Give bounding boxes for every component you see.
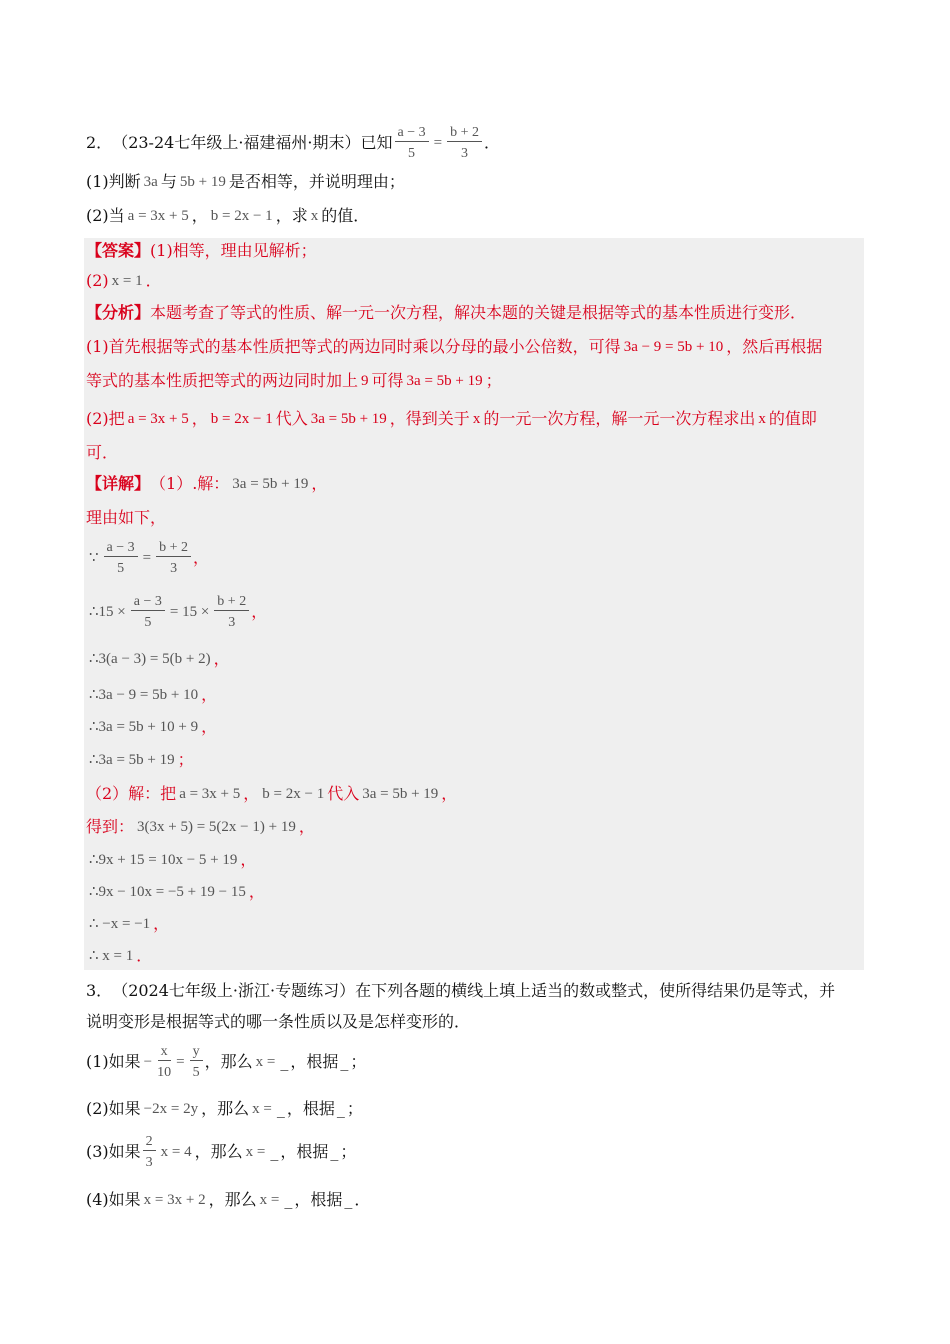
detail-part2: （2）解：把 a = 3x + 5 ， b = 2x − 1 代入 3a = 5b + 19 ，: [86, 784, 458, 803]
detail-step-10: ∴ x = 1 ．: [89, 946, 153, 965]
question-number: 3．: [86, 981, 113, 1000]
detail-tag: 【详解】: [86, 474, 151, 493]
answer-blank: _: [284, 1190, 293, 1209]
analysis-line-1: 【分析】 本题考查了等式的性质、解一元一次方程，解决本题的关键是根据等式的基本性质进行变形．: [86, 303, 807, 322]
answer-blank: _: [280, 1052, 289, 1071]
detail-step-8: ∴9x − 10x = −5 + 19 − 15 ，: [89, 882, 265, 901]
answer-blank: _: [336, 1099, 345, 1118]
q3-item-4: (4)如果 x = 3x + 2 ，那么 x = _ ，根据 _ ．: [86, 1190, 371, 1209]
q2-part1: (1)判断 3a 与 5b + 19 是否相等，并说明理由；: [86, 172, 405, 191]
answer-line-2: (2) x = 1 ．: [86, 271, 162, 290]
answer-blank: _: [340, 1052, 349, 1071]
answer-tag: 【答案】: [86, 241, 151, 260]
detail-got: 得到： 3(3x + 5) = 5(2x − 1) + 19 ，: [86, 817, 315, 836]
question-source: （23-24七年级上·福建福州·期末）已知: [112, 133, 393, 152]
answer-blank: _: [270, 1142, 279, 1161]
detail-step-3: ∴3(a − 3) = 5(b + 2) ，: [89, 649, 230, 668]
answer-blank: _: [276, 1099, 285, 1118]
q2-part2: (2)当 a = 3x + 5 ， b = 2x − 1 ，求 x 的值．: [86, 206, 370, 225]
detail-step-9: ∴ −x = −1 ，: [89, 914, 170, 933]
analysis-line-3: 等式的基本性质把等式的两边同时加上 9 可得 3a = 5b + 19 ；: [86, 371, 502, 390]
q3-line-1: 3． （2024七年级上·浙江·专题练习）在下列各题的横线上填上适当的数或整式，使所得结果仍是等式，并: [86, 981, 836, 1000]
detail-step-2: ∴15 × $\frac{a - 3}{5}$ = 15 × $\frac{b + 2}{3}$ ，: [89, 593, 268, 630]
q3-line-2: 说明变形是根据等式的哪一条性质以及是怎样变形的．: [86, 1012, 471, 1031]
detail-step-5: ∴3a = 5b + 10 + 9 ，: [89, 717, 218, 736]
question-number: 2．: [86, 133, 113, 152]
analysis-line-4: (2) 把 a = 3x + 5 ， b = 2x − 1 代入 3a = 5b + 19 ，得到关于 x 的一元一次方程，解一元一次方程求出 x 的值即: [86, 409, 817, 428]
analysis-line-5: 可．: [86, 443, 119, 462]
analysis-tag: 【分析】: [86, 303, 151, 322]
answer-blank: _: [344, 1190, 353, 1209]
q3-item-2: (2)如果 −2x = 2y ，那么 x = _ ，根据 _ ；: [86, 1099, 363, 1118]
q3-item-3: (3)如果 $\frac{2}{3}$ x = 4 ，那么 x = _ ，根据 _ ；: [86, 1133, 357, 1170]
detail-step-6: ∴3a = 5b + 19 ；: [89, 750, 194, 769]
detail-step-1: ∵ $\frac{a - 3}{5}$ = $\frac{b + 2}{3}$ ，: [89, 539, 210, 576]
answer-line-1: 【答案】 (1)相等，理由见解析；: [86, 241, 317, 260]
detail-line-2: 理由如下，: [86, 508, 167, 527]
fraction: $\frac{b + 2}{3}$: [447, 125, 482, 162]
answer-blank: _: [330, 1142, 339, 1161]
q3-item-1: (1)如果 − $\frac{x}{10}$ = $\frac{y}{5}$ ，那么 x = _ ，根据 _ ；: [86, 1043, 367, 1080]
analysis-line-2: (1) 首先根据等式的基本性质把等式的两边同时乘以分母的最小公倍数，可得 3a − 9 = 5b + 10 ，然后再根据: [86, 337, 823, 356]
detail-step-4: ∴3a − 9 = 5b + 10 ，: [89, 685, 218, 704]
detail-line-1: 【详解】 （1）.解： 3a = 5b + 19 ，: [86, 474, 328, 493]
fraction: $\frac{a - 3}{5}$: [395, 125, 429, 162]
q2-header: 2． （23-24七年级上·福建福州·期末）已知 $\frac{a - 3}{5}$ = $\frac{b + 2}{3}$ ．: [86, 124, 500, 161]
detail-step-7: ∴9x + 15 = 10x − 5 + 19 ，: [89, 850, 257, 869]
